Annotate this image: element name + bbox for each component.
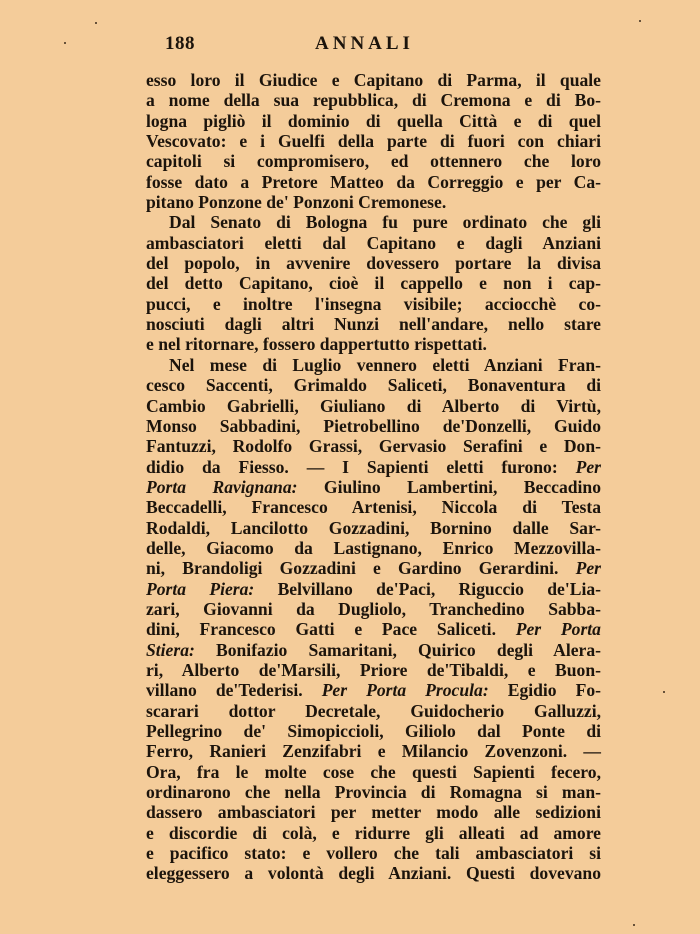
- paper-speck: [639, 20, 641, 22]
- body-text: [146, 70, 601, 884]
- text-segment: Giulino Lambertini, Beccadino: [297, 476, 601, 497]
- text-segment: Cambio Gabrielli, Giuliano di Alberto di Virtù,: [146, 395, 601, 416]
- text-line: [146, 619, 601, 639]
- text-line: [146, 90, 601, 110]
- text-line: [146, 436, 601, 456]
- text-line: [146, 314, 601, 334]
- text-segment: ordinarono che nella Provincia di Romagna si man-: [146, 782, 601, 803]
- text-segment: dini, Francesco Gatti e Pace Saliceti.: [146, 619, 516, 640]
- text-line: [146, 294, 601, 314]
- text-segment: e nel ritornare, fossero dappertutto rispettati.: [146, 334, 487, 355]
- text-segment: eleggessero a volontà degli Anziani. Questi dovevano: [146, 863, 601, 884]
- text-segment: e discordie di colà, e ridurre gli alleati ad amore: [146, 822, 601, 843]
- text-segment: delle, Giacomo da Lastignano, Enrico Mezzovilla-: [146, 537, 601, 558]
- paper-speck: [95, 22, 97, 24]
- page-header: [165, 33, 600, 59]
- paper-speck: [64, 42, 66, 44]
- italic-text-segment: Per: [575, 558, 601, 579]
- paper-speck: [663, 691, 665, 693]
- text-line: [146, 843, 601, 863]
- running-title: ANNALI: [315, 33, 414, 54]
- italic-text-segment: Per Porta: [515, 619, 601, 640]
- text-segment: Beccadelli, Francesco Artenisi, Niccola di Testa: [146, 497, 601, 518]
- text-line: [146, 70, 601, 90]
- text-segment: Belvillano de'Paci, Riguccio de'Lia-: [254, 578, 601, 599]
- text-segment: cesco Saccenti, Grimaldo Saliceti, Bonaventura di: [146, 375, 601, 396]
- text-segment: Fantuzzi, Rodolfo Grassi, Gervasio Serafini e Don-: [146, 436, 601, 457]
- text-segment: e pacifico stato: e vollero che tali ambasciatori si: [146, 843, 601, 864]
- text-segment: capitoli si compromisero, ed ottennero che loro: [146, 151, 601, 172]
- text-line: [146, 253, 601, 273]
- text-line: [146, 579, 601, 599]
- text-segment: ambasciatori eletti dal Capitano e dagli Anziani: [146, 232, 601, 253]
- italic-text-segment: Per Porta Procula:: [321, 680, 489, 701]
- text-line: [146, 497, 601, 517]
- text-segment: ni, Brandoligi Gozzadini e Gardino Gerardini.: [146, 558, 576, 579]
- text-line: [146, 212, 601, 232]
- text-segment: Ferro, Ranieri Zenzifabri e Milancio Zovenzoni. —: [146, 741, 601, 762]
- text-line: [146, 192, 601, 212]
- text-segment: Monso Sabbadini, Pietrobellino de'Donzelli, Guido: [146, 415, 601, 436]
- text-line: [146, 416, 601, 436]
- text-segment: dassero ambasciatori per metter modo alle sedizioni: [146, 802, 601, 823]
- text-segment: Vescovato: e i Guelfi della parte di fuori con chiari: [146, 131, 601, 152]
- text-segment: Egidio Fo-: [488, 680, 601, 701]
- paper-speck: [633, 924, 635, 926]
- text-line: [146, 721, 601, 741]
- italic-text-segment: Porta Ravignana:: [146, 476, 298, 497]
- text-line: [146, 131, 601, 151]
- text-segment: Pellegrino de' Simopiccioli, Giliolo dal Ponte di: [146, 721, 601, 741]
- text-line: [146, 457, 601, 477]
- text-segment: del popolo, in avvenire dovessero portare la divisa: [146, 253, 601, 274]
- italic-text-segment: Stiera:: [146, 639, 195, 660]
- italic-text-segment: Per: [575, 456, 601, 477]
- text-line: [146, 660, 601, 680]
- text-line: [146, 701, 601, 721]
- text-segment: Bonifazio Samaritani, Quirico degli Alera-: [194, 639, 601, 660]
- text-line: [146, 355, 601, 375]
- text-line: [146, 863, 601, 883]
- text-line: [146, 477, 601, 497]
- text-segment: villano de'Tederisi.: [146, 680, 322, 701]
- text-line: [146, 334, 601, 354]
- text-line: [146, 823, 601, 843]
- text-segment: zari, Giovanni da Dugliolo, Tranchedino Sabba-: [146, 598, 601, 619]
- text-segment: nosciuti dagli altri Nunzi nell'andare, nello stare: [146, 314, 601, 335]
- text-line: [146, 172, 601, 192]
- text-segment: fosse dato a Pretore Matteo da Correggio e per Ca-: [146, 171, 601, 192]
- text-segment: didio da Fiesso. — I Sapienti eletti furono:: [146, 456, 576, 477]
- page-number: 188: [165, 33, 195, 54]
- text-line: [146, 396, 601, 416]
- text-line: [146, 558, 601, 578]
- text-segment: Dal Senato di Bologna fu pure ordinato che gli: [169, 212, 601, 233]
- text-segment: Rodaldi, Lancilotto Gozzadini, Bornino dalle Sar-: [146, 517, 601, 538]
- text-line: [146, 640, 601, 660]
- text-line: [146, 233, 601, 253]
- text-segment: esso loro il Giudice e Capitano di Parma, il quale: [146, 70, 601, 90]
- text-line: [146, 802, 601, 822]
- text-segment: Ora, fra le molte cose che questi Sapienti fecero,: [146, 761, 601, 782]
- text-line: [146, 273, 601, 293]
- text-line: [146, 762, 601, 782]
- text-line: [146, 680, 601, 700]
- text-line: [146, 151, 601, 171]
- text-segment: a nome della sua repubblica, di Cremona e di Bo-: [146, 90, 601, 111]
- text-segment: Nel mese di Luglio vennero eletti Anziani Fran-: [169, 354, 601, 375]
- text-line: [146, 111, 601, 131]
- text-segment: pitano Ponzone de' Ponzoni Cremonese.: [146, 192, 447, 213]
- text-line: [146, 538, 601, 558]
- text-line: [146, 518, 601, 538]
- text-line: [146, 782, 601, 802]
- text-segment: logna pigliò il dominio di quella Città e di quel: [146, 110, 601, 131]
- text-line: [146, 599, 601, 619]
- text-line: [146, 741, 601, 761]
- text-segment: del detto Capitano, cioè il cappello e non i cap-: [146, 273, 601, 294]
- text-line: [146, 375, 601, 395]
- text-segment: scarari dottor Decretale, Guidocherio Galluzzi,: [146, 700, 601, 721]
- text-segment: pucci, e inoltre l'insegna visibile; acciocchè co-: [146, 293, 601, 314]
- text-segment: ri, Alberto de'Marsili, Priore de'Tibaldi, e Buon-: [146, 659, 601, 680]
- italic-text-segment: Porta Piera:: [146, 578, 255, 599]
